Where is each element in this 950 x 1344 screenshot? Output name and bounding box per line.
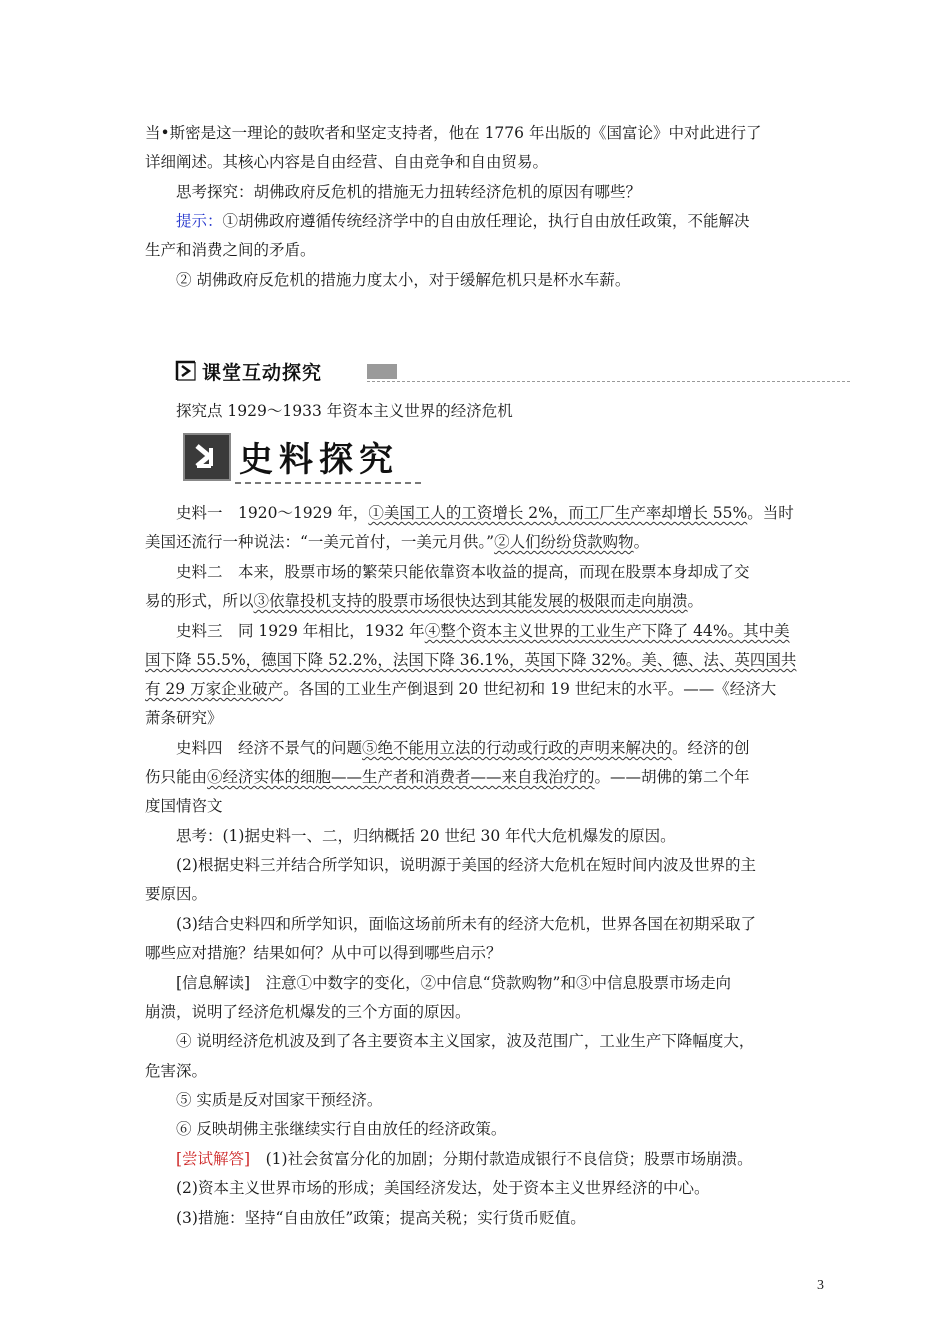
question-3-line-2: 哪些应对措施？结果如何？从中可以得到哪些启示？ (145, 944, 502, 962)
material-4-line-1 (176, 737, 750, 759)
hint-label: 提示： (176, 212, 223, 230)
m3c-wave: 有 29 万家企业破产 (145, 680, 284, 698)
m2b-pre: 易的形式，所以 (145, 592, 254, 610)
intro-line-1: 当•斯密是这一理论的鼓吹者和坚定支持者，他在 1776 年出版的《国富论》中对此进行了 (145, 124, 762, 142)
material-3-line-2 (145, 649, 796, 671)
m4b-post: 。——胡佛的第二个年 (594, 768, 750, 786)
page-number: 3 (817, 1278, 824, 1293)
reading-1-line-2: 崩溃，说明了经济危机爆发的三个方面的原因。 (145, 1003, 471, 1021)
answer-2: (2)资本主义世界市场的形成；美国经济发达，处于资本主义世界经济的中心。 (176, 1179, 710, 1197)
question-2-line-1: (2)根据史料三并结合所学知识，说明源于美国的经济大危机在短时间内波及世界的主 (176, 856, 756, 874)
m4a-wave: ⑤绝不能用立法的行动或行政的声明来解决的 (362, 739, 673, 757)
hint-line-2: ② 胡佛政府反危机的措施力度太小，对于缓解危机只是杯水车薪。 (176, 271, 631, 289)
answer-1-text: (1)社会贫富分化的加剧；分期付款造成银行不良信贷；股票市场崩溃。 (250, 1150, 753, 1168)
m2b-post: 。 (687, 592, 704, 610)
question-3-line-1: (3)结合史料四和所学知识，面临这场前所未有的经济大危机，世界各国在初期采取了 (176, 915, 756, 933)
m2b-wave: ③依靠投机支持的股票市场很快达到其能发展的极限而走向崩溃 (253, 592, 688, 610)
think-question: 思考探究：胡佛政府反危机的措施无力扭转经济危机的原因有哪些？ (176, 183, 642, 201)
reading-4: ⑥ 反映胡佛主张继续实行自由放任的经济政策。 (176, 1120, 507, 1138)
material-box-rule (235, 482, 421, 484)
m4a-post: 。经济的创 (672, 739, 750, 757)
material-box-title: 史料探究 (239, 440, 399, 480)
intro-line-2: 详细阐述。其核心内容是自由经营、自由竞争和自由贸易。 (145, 153, 549, 171)
m4b-wave: ⑥经济实体的细胞——生产者和消费者——来自我治疗的 (207, 768, 595, 786)
section-title: 课堂互动探究 (202, 362, 323, 384)
hint-line-1b: 生产和消费之间的矛盾。 (145, 241, 316, 259)
arrow-box-icon (174, 360, 198, 382)
m1b-pre: 美国还流行一种说法：“一美元首付，一美元月供。” (145, 533, 495, 551)
reading-2-line-1: ④ 说明经济危机波及到了各主要资本主义国家，波及范围广，工业生产下降幅度大， (176, 1032, 755, 1050)
answer-3: (3)措施：坚持“自由放任”政策；提高关税；实行货币贬值。 (176, 1209, 586, 1227)
material-2-line-2 (145, 590, 703, 612)
m3a-wave: ④整个资本主义世界的工业生产下降了 44%。其中美 (424, 622, 790, 640)
material-box-heading (177, 428, 421, 488)
m1a-pre: 史料一 1920～1929 年， (176, 504, 369, 522)
chevron-right-icon (189, 438, 225, 474)
material-4-line-3: 度国情咨文 (145, 797, 223, 815)
answer-1 (176, 1148, 753, 1170)
question-1: 思考：(1)据史料一、二，归纳概括 20 世纪 30 年代大危机爆发的原因。 (176, 827, 676, 845)
m4b-pre: 伤只能由 (145, 768, 208, 786)
banner-rule (367, 381, 850, 382)
material-1-line-2 (145, 531, 649, 553)
m1a-wave: ①美国工人的工资增长 2%，而工厂生产率却增长 55% (368, 504, 748, 522)
m4a-pre: 史料四 经济不景气的问题 (176, 739, 363, 757)
m1a-post: 。当时 (747, 504, 794, 522)
reading-2-line-2: 危害深。 (145, 1062, 208, 1080)
material-3-line-1 (176, 620, 790, 642)
reading-3: ⑤ 实质是反对国家干预经济。 (176, 1091, 383, 1109)
m3a-pre: 史料三 同 1929 年相比，1932 年 (176, 622, 425, 640)
m3b-wave: 国下降 55.5%，德国下降 52.2%，法国下降 36.1%，英国下降 32%。美、德、法、英四国共 (145, 651, 797, 669)
reading-1-line-1: [信息解读] 注意①中数字的变化，②中信息“贷款购物”和③中信息股票市场走向 (176, 974, 731, 992)
question-2-line-2: 要原因。 (145, 885, 208, 903)
m1b-post: 。 (633, 533, 650, 551)
m3c-post: 。各国的工业生产倒退到 20 世纪初和 19 世纪末的水平。——《经济大 (283, 680, 777, 698)
banner-grey-block (367, 364, 397, 379)
topic-heading: 探究点 1929～1933 年资本主义世界的经济危机 (176, 402, 513, 420)
material-2-line-1: 史料二 本来，股票市场的繁荣只能依靠资本收益的提高，而现在股票本身却成了交 (176, 563, 750, 581)
hint-text-1: ①胡佛政府遵循传统经济学中的自由放任理论，执行自由放任政策，不能解决 (222, 212, 750, 230)
material-4-line-2 (145, 766, 750, 788)
hint-line-1 (176, 210, 750, 232)
material-1-line-1 (176, 502, 794, 524)
answer-label: [尝试解答] (176, 1150, 251, 1168)
m1b-wave: ②人们纷纷贷款购物 (494, 533, 634, 551)
section-banner (174, 352, 850, 386)
material-3-line-4: 萧条研究》 (145, 709, 223, 727)
material-3-line-3 (145, 678, 776, 700)
